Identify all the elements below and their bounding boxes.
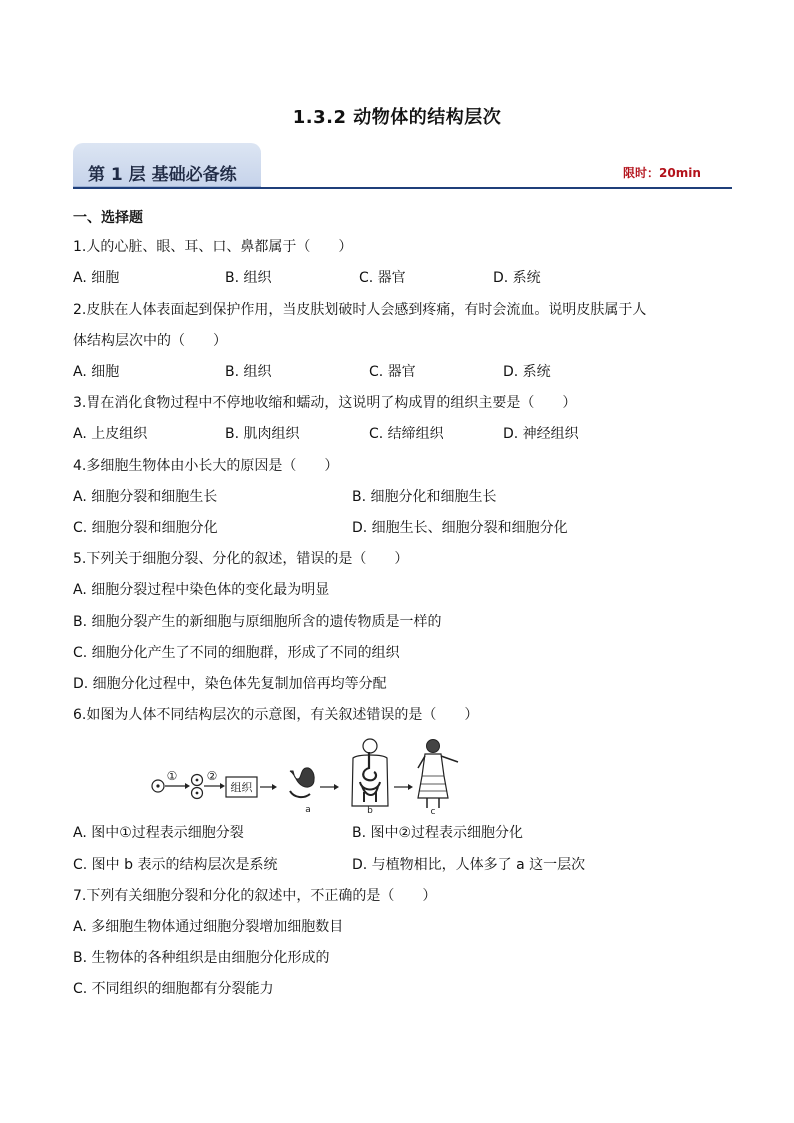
question-7-stem: 7.下列有关细胞分裂和分化的叙述中，不正确的是（ ）: [73, 888, 437, 904]
q3-option-d: D. 神经组织: [503, 426, 579, 442]
question-4-stem: 4.多细胞生物体由小长大的原因是（ ）: [73, 458, 339, 474]
q3-option-b: B. 肌肉组织: [225, 426, 300, 442]
q4-option-a: A. 细胞分裂和细胞生长: [73, 489, 218, 505]
q2-option-b: B. 组织: [225, 364, 272, 380]
q5-option-a: A. 细胞分裂过程中染色体的变化最为明显: [73, 582, 330, 598]
q7-option-b: B. 生物体的各种组织是由细胞分化形成的: [73, 950, 330, 966]
q6-option-b: B. 图中②过程表示细胞分化: [352, 825, 524, 841]
q6-option-a: A. 图中①过程表示细胞分裂: [73, 825, 244, 841]
q4-option-c: C. 细胞分裂和细胞分化: [73, 520, 218, 536]
human-body-icon: [418, 740, 458, 809]
question-1-stem: 1.人的心脏、眼、耳、口、鼻都属于（ ）: [73, 239, 353, 255]
step-1-label: ①: [166, 769, 178, 783]
q3-option-c: C. 结缔组织: [369, 426, 444, 442]
time-limit: 限时：20min: [623, 166, 701, 180]
body-structure-levels-figure: [148, 736, 468, 816]
q3-option-a: A. 上皮组织: [73, 426, 148, 442]
step-2-label: ②: [206, 769, 218, 783]
q1-option-b: B. 组织: [225, 270, 272, 286]
q2-option-a: A. 细胞: [73, 364, 120, 380]
stomach-icon: [290, 768, 314, 787]
tissue-label: 组织: [230, 781, 253, 794]
question-2-stem-line2: 体结构层次中的（ ）: [73, 333, 227, 349]
digestive-system-icon: [352, 739, 388, 806]
q4-option-d: D. 细胞生长、细胞分裂和细胞分化: [352, 520, 568, 536]
question-3-stem: 3.胃在消化食物过程中不停地收缩和蠕动，这说明了构成胃的组织主要是（ ）: [73, 395, 577, 411]
q6-option-d: D. 与植物相比，人体多了 a 这一层次: [352, 857, 586, 873]
q7-option-a: A. 多细胞生物体通过细胞分裂增加细胞数目: [73, 919, 344, 935]
label-a: a: [305, 805, 311, 815]
question-2-stem-line1: 2.皮肤在人体表面起到保护作用，当皮肤划破时人会感到疼痛，有时会流血。说明皮肤属于人: [73, 302, 647, 318]
q2-option-c: C. 器官: [369, 364, 416, 380]
layer-label: 第 1 层 基础必备练: [88, 165, 237, 185]
label-b: b: [367, 806, 373, 816]
q1-option-a: A. 细胞: [73, 270, 120, 286]
question-5-stem: 5.下列关于细胞分裂、分化的叙述，错误的是（ ）: [73, 551, 409, 567]
question-6-stem: 6.如图为人体不同结构层次的示意图，有关叙述错误的是（ ）: [73, 707, 479, 723]
label-c: c: [430, 807, 436, 816]
q2-option-d: D. 系统: [503, 364, 551, 380]
q7-option-c: C. 不同组织的细胞都有分裂能力: [73, 981, 274, 997]
q5-option-c: C. 细胞分化产生了不同的细胞群，形成了不同的组织: [73, 645, 400, 661]
header-rule: [73, 187, 732, 189]
q1-option-c: C. 器官: [359, 270, 406, 286]
q5-option-b: B. 细胞分裂产生的新细胞与原细胞所含的遗传物质是一样的: [73, 614, 442, 630]
q5-option-d: D. 细胞分化过程中，染色体先复制加倍再均等分配: [73, 676, 387, 692]
q1-option-d: D. 系统: [493, 270, 541, 286]
section-title: 一、选择题: [73, 210, 143, 226]
q6-option-c: C. 图中 b 表示的结构层次是系统: [73, 857, 278, 873]
q4-option-b: B. 细胞分化和细胞生长: [352, 489, 497, 505]
page-title: 1.3.2 动物体的结构层次: [292, 107, 502, 128]
